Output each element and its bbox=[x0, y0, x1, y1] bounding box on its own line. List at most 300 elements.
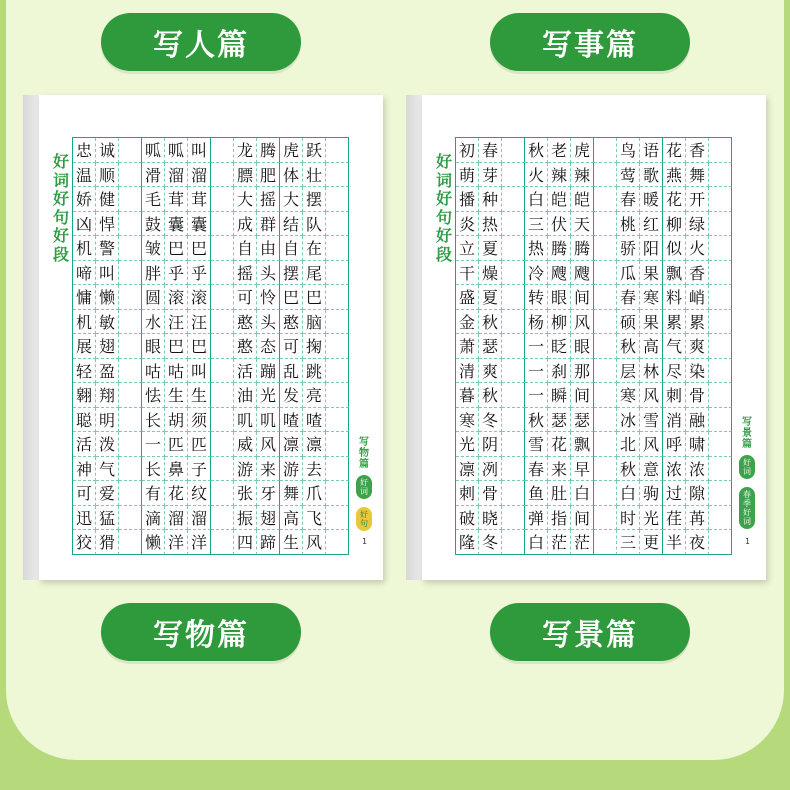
grid-cell bbox=[211, 530, 234, 555]
grid-cell: 鼓 bbox=[142, 212, 165, 237]
grid-cell: 萧 bbox=[456, 334, 479, 359]
grid-cell bbox=[326, 383, 349, 408]
grid-cell: 半 bbox=[663, 530, 686, 555]
grid-cell bbox=[211, 359, 234, 384]
grid-cell: 冷 bbox=[525, 261, 548, 286]
grid-cell bbox=[326, 212, 349, 237]
grid-cell: 盛 bbox=[456, 285, 479, 310]
grid-cell: 三 bbox=[525, 212, 548, 237]
grid-cell: 光 bbox=[257, 383, 280, 408]
grid-cell bbox=[709, 163, 732, 188]
grid-cell: 白 bbox=[525, 530, 548, 555]
grid-cell: 果 bbox=[640, 261, 663, 286]
grid-cell: 一 bbox=[525, 359, 548, 384]
grid-cell: 盈 bbox=[96, 359, 119, 384]
grid-cell: 似 bbox=[663, 236, 686, 261]
grid-cell bbox=[709, 310, 732, 335]
grid-cell: 舞 bbox=[280, 481, 303, 506]
grid-cell: 聪 bbox=[73, 408, 96, 433]
grid-cell: 狡 bbox=[73, 530, 96, 555]
grid-cell: 游 bbox=[234, 457, 257, 482]
grid-cell bbox=[594, 163, 617, 188]
grid-cell: 猛 bbox=[96, 506, 119, 531]
grid-cell: 雪 bbox=[640, 408, 663, 433]
grid-cell: 荏 bbox=[663, 506, 686, 531]
grid-cell bbox=[594, 310, 617, 335]
grid-cell: 皑 bbox=[548, 187, 571, 212]
section-label bbox=[355, 437, 373, 470]
grid-cell: 虎 bbox=[571, 138, 594, 163]
grid-cell: 四 bbox=[234, 530, 257, 555]
grid-cell: 匹 bbox=[188, 432, 211, 457]
grid-cell: 可 bbox=[234, 285, 257, 310]
grid-cell: 跃 bbox=[303, 138, 326, 163]
grid-cell: 风 bbox=[640, 432, 663, 457]
grid-cell: 晓 bbox=[479, 506, 502, 531]
grid-cell: 啸 bbox=[686, 432, 709, 457]
grid-cell: 春 bbox=[617, 187, 640, 212]
grid-cell bbox=[211, 261, 234, 286]
sub-label-char: 句 bbox=[360, 519, 368, 528]
grid-cell bbox=[709, 530, 732, 555]
grid-cell: 浓 bbox=[686, 457, 709, 482]
grid-cell: 长 bbox=[142, 457, 165, 482]
grid-cell: 热 bbox=[479, 212, 502, 237]
grid-cell: 眼 bbox=[142, 334, 165, 359]
grid-cell: 果 bbox=[640, 310, 663, 335]
grid-cell: 飘 bbox=[663, 261, 686, 286]
sub-label-char: 词 bbox=[743, 467, 751, 476]
grid-cell: 胖 bbox=[142, 261, 165, 286]
grid-cell bbox=[119, 310, 142, 335]
grid-cell: 巴 bbox=[188, 334, 211, 359]
grid-cell: 白 bbox=[525, 187, 548, 212]
grid-cell: 光 bbox=[456, 432, 479, 457]
grid-cell: 机 bbox=[73, 236, 96, 261]
grid-cell: 驹 bbox=[640, 481, 663, 506]
grid-cell: 猾 bbox=[96, 530, 119, 555]
grid-cell: 憨 bbox=[234, 310, 257, 335]
grid-cell: 间 bbox=[571, 285, 594, 310]
grid-cell: 尽 bbox=[663, 359, 686, 384]
grid-cell bbox=[502, 408, 525, 433]
grid-cell bbox=[594, 481, 617, 506]
grid-cell: 摇 bbox=[257, 187, 280, 212]
grid-cell: 毛 bbox=[142, 187, 165, 212]
grid-cell: 阳 bbox=[640, 236, 663, 261]
grid-cell bbox=[594, 408, 617, 433]
grid-cell: 体 bbox=[280, 163, 303, 188]
grid-cell: 巴 bbox=[188, 236, 211, 261]
grid-cell: 飕 bbox=[548, 261, 571, 286]
grid-cell bbox=[119, 408, 142, 433]
grid-cell: 巴 bbox=[165, 334, 188, 359]
grid-cell bbox=[326, 187, 349, 212]
grid-cell: 汪 bbox=[165, 310, 188, 335]
grid-cell: 匹 bbox=[165, 432, 188, 457]
grid-cell: 白 bbox=[571, 481, 594, 506]
grid-cell: 娇 bbox=[73, 187, 96, 212]
grid-cell: 香 bbox=[686, 138, 709, 163]
grid-cell bbox=[119, 187, 142, 212]
grid-cell bbox=[502, 187, 525, 212]
grid-cell: 浓 bbox=[663, 457, 686, 482]
grid-cell: 队 bbox=[303, 212, 326, 237]
category-button-objects[interactable]: 写物篇 bbox=[101, 603, 301, 661]
grid-cell: 叫 bbox=[96, 261, 119, 286]
grid-cell: 茸 bbox=[188, 187, 211, 212]
grid-cell: 峭 bbox=[686, 285, 709, 310]
grid-cell: 光 bbox=[640, 506, 663, 531]
grid-cell: 硕 bbox=[617, 310, 640, 335]
grid-cell: 初 bbox=[456, 138, 479, 163]
grid-cell: 尾 bbox=[303, 261, 326, 286]
grid-cell: 秋 bbox=[525, 138, 548, 163]
side-title-char: 句 bbox=[435, 207, 452, 227]
grid-cell bbox=[326, 481, 349, 506]
grid-cell: 破 bbox=[456, 506, 479, 531]
grid-cell: 腾 bbox=[548, 236, 571, 261]
grid-cell: 舞 bbox=[686, 163, 709, 188]
grid-cell: 金 bbox=[456, 310, 479, 335]
grid-cell: 生 bbox=[280, 530, 303, 555]
grid-cell: 去 bbox=[303, 457, 326, 482]
grid-cell: 须 bbox=[188, 408, 211, 433]
grid-cell: 意 bbox=[640, 457, 663, 482]
side-title-char: 词 bbox=[435, 170, 452, 190]
grid-cell: 语 bbox=[640, 138, 663, 163]
grid-cell: 洋 bbox=[188, 530, 211, 555]
grid-cell: 染 bbox=[686, 359, 709, 384]
grid-cell: 喳 bbox=[303, 408, 326, 433]
grid-cell bbox=[502, 138, 525, 163]
grid-cell bbox=[709, 432, 732, 457]
grid-cell: 骄 bbox=[617, 236, 640, 261]
grid-cell: 溜 bbox=[165, 163, 188, 188]
grid-cell: 子 bbox=[188, 457, 211, 482]
grid-cell: 那 bbox=[571, 359, 594, 384]
grid-cell: 间 bbox=[571, 383, 594, 408]
grid-cell: 轻 bbox=[73, 359, 96, 384]
grid-cell: 翅 bbox=[257, 506, 280, 531]
grid-cell bbox=[594, 506, 617, 531]
grid-cell: 春 bbox=[617, 285, 640, 310]
grid-cell: 杨 bbox=[525, 310, 548, 335]
grid-cell bbox=[326, 163, 349, 188]
grid-cell: 跳 bbox=[303, 359, 326, 384]
grid-cell: 时 bbox=[617, 506, 640, 531]
grid-cell: 一 bbox=[525, 383, 548, 408]
grid-cell: 溜 bbox=[165, 506, 188, 531]
grid-cell: 发 bbox=[280, 383, 303, 408]
grid-cell: 阴 bbox=[479, 432, 502, 457]
grid-cell: 眨 bbox=[548, 334, 571, 359]
grid-cell bbox=[594, 432, 617, 457]
grid-cell: 生 bbox=[188, 383, 211, 408]
sub-label-char: 春 bbox=[743, 490, 751, 499]
sub-label-badge bbox=[739, 455, 755, 479]
grid-cell: 秋 bbox=[617, 334, 640, 359]
grid-cell bbox=[709, 236, 732, 261]
grid-cell: 秋 bbox=[525, 408, 548, 433]
grid-cell: 咕 bbox=[142, 359, 165, 384]
grid-cell: 莺 bbox=[617, 163, 640, 188]
grid-cell: 呼 bbox=[663, 432, 686, 457]
sub-label-char: 好 bbox=[743, 508, 751, 517]
grid-cell: 群 bbox=[257, 212, 280, 237]
grid-cell: 呱 bbox=[165, 138, 188, 163]
grid-cell: 隆 bbox=[456, 530, 479, 555]
grid-cell: 悍 bbox=[96, 212, 119, 237]
grid-cell bbox=[502, 310, 525, 335]
grid-cell: 油 bbox=[234, 383, 257, 408]
grid-cell bbox=[211, 163, 234, 188]
grid-cell: 气 bbox=[96, 457, 119, 482]
grid-cell: 虎 bbox=[280, 138, 303, 163]
grid-cell: 囊 bbox=[188, 212, 211, 237]
grid-cell: 辣 bbox=[571, 163, 594, 188]
book-page bbox=[422, 95, 766, 580]
grid-cell: 伏 bbox=[548, 212, 571, 237]
sub-label-badge bbox=[356, 507, 372, 531]
grid-cell: 牙 bbox=[257, 481, 280, 506]
grid-cell: 怯 bbox=[142, 383, 165, 408]
grid-cell: 滑 bbox=[142, 163, 165, 188]
grid-cell: 高 bbox=[280, 506, 303, 531]
grid-cell bbox=[119, 163, 142, 188]
grid-cell: 冬 bbox=[479, 408, 502, 433]
grid-cell: 头 bbox=[257, 310, 280, 335]
grid-cell: 蹄 bbox=[257, 530, 280, 555]
grid-cell bbox=[594, 138, 617, 163]
grid-cell: 三 bbox=[617, 530, 640, 555]
grid-cell bbox=[326, 285, 349, 310]
grid-cell: 在 bbox=[303, 236, 326, 261]
grid-cell: 纹 bbox=[188, 481, 211, 506]
grid-cell: 摇 bbox=[234, 261, 257, 286]
grid-cell bbox=[594, 383, 617, 408]
grid-cell bbox=[211, 236, 234, 261]
grid-cell: 辣 bbox=[548, 163, 571, 188]
grid-cell bbox=[502, 163, 525, 188]
grid-cell: 自 bbox=[234, 236, 257, 261]
grid-cell: 转 bbox=[525, 285, 548, 310]
side-title-char: 好 bbox=[52, 189, 69, 208]
grid-cell bbox=[211, 285, 234, 310]
grid-cell: 茫 bbox=[571, 530, 594, 555]
grid-cell: 神 bbox=[73, 457, 96, 482]
grid-cell: 大 bbox=[234, 187, 257, 212]
page-number: 1 bbox=[362, 537, 368, 546]
grid-cell: 秋 bbox=[479, 310, 502, 335]
grid-cell: 老 bbox=[548, 138, 571, 163]
grid-cell: 温 bbox=[73, 163, 96, 188]
grid-cell: 清 bbox=[456, 359, 479, 384]
grid-cell: 累 bbox=[686, 310, 709, 335]
grid-cell: 过 bbox=[663, 481, 686, 506]
category-button-events[interactable]: 写事篇 bbox=[490, 13, 690, 71]
grid-cell: 摆 bbox=[303, 187, 326, 212]
grid-cell bbox=[119, 481, 142, 506]
grid-cell: 凛 bbox=[303, 432, 326, 457]
grid-cell: 活 bbox=[73, 432, 96, 457]
grid-cell: 洋 bbox=[165, 530, 188, 555]
grid-cell: 冽 bbox=[479, 457, 502, 482]
grid-cell: 懒 bbox=[96, 285, 119, 310]
grid-cell: 立 bbox=[456, 236, 479, 261]
grid-cell: 柳 bbox=[663, 212, 686, 237]
grid-cell: 眼 bbox=[571, 334, 594, 359]
grid-cell bbox=[594, 187, 617, 212]
grid-cell: 骨 bbox=[686, 383, 709, 408]
grid-cell bbox=[211, 457, 234, 482]
grid-cell: 高 bbox=[640, 334, 663, 359]
grid-cell bbox=[119, 383, 142, 408]
grid-cell: 暮 bbox=[456, 383, 479, 408]
grid-cell: 由 bbox=[257, 236, 280, 261]
grid-cell: 绿 bbox=[686, 212, 709, 237]
grid-cell bbox=[119, 261, 142, 286]
grid-cell: 爪 bbox=[303, 481, 326, 506]
grid-cell: 滴 bbox=[142, 506, 165, 531]
grid-cell bbox=[502, 261, 525, 286]
sub-label-char: 词 bbox=[743, 517, 751, 526]
side-title-char: 好 bbox=[435, 189, 452, 208]
grid-cell: 燕 bbox=[663, 163, 686, 188]
grid-cell: 忠 bbox=[73, 138, 96, 163]
grid-cell bbox=[502, 383, 525, 408]
grid-cell bbox=[326, 506, 349, 531]
grid-cell bbox=[502, 530, 525, 555]
grid-cell: 结 bbox=[280, 212, 303, 237]
grid-cell: 乎 bbox=[188, 261, 211, 286]
sub-label-char: 好 bbox=[743, 458, 751, 467]
side-title-char: 好 bbox=[52, 226, 69, 245]
grid-cell: 顺 bbox=[96, 163, 119, 188]
grid-cell bbox=[211, 481, 234, 506]
grid-cell: 翅 bbox=[96, 334, 119, 359]
section-label-char: 物 bbox=[359, 448, 369, 459]
grid-cell: 林 bbox=[640, 359, 663, 384]
sub-label-char: 季 bbox=[743, 499, 751, 508]
grid-cell: 气 bbox=[663, 334, 686, 359]
grid-cell: 翱 bbox=[73, 383, 96, 408]
grid-cell: 秋 bbox=[479, 383, 502, 408]
grid-cell: 炎 bbox=[456, 212, 479, 237]
category-button-people[interactable]: 写人篇 bbox=[101, 13, 301, 71]
section-label-char: 篇 bbox=[359, 459, 369, 470]
section-label-char: 景 bbox=[742, 428, 752, 439]
grid-cell: 凶 bbox=[73, 212, 96, 237]
grid-cell: 泼 bbox=[96, 432, 119, 457]
grid-cell bbox=[211, 310, 234, 335]
grid-cell: 叽 bbox=[234, 408, 257, 433]
grid-cell: 凛 bbox=[280, 432, 303, 457]
grid-cell bbox=[594, 285, 617, 310]
category-button-scenery[interactable]: 写景篇 bbox=[490, 603, 690, 661]
left-book bbox=[23, 95, 383, 580]
grid-cell: 爽 bbox=[686, 334, 709, 359]
grid-cell: 萌 bbox=[456, 163, 479, 188]
grid-cell: 天 bbox=[571, 212, 594, 237]
grid-cell: 汪 bbox=[188, 310, 211, 335]
grid-cell: 茫 bbox=[548, 530, 571, 555]
grid-cell: 夏 bbox=[479, 236, 502, 261]
grid-cell bbox=[594, 334, 617, 359]
grid-cell: 花 bbox=[548, 432, 571, 457]
grid-cell: 暖 bbox=[640, 187, 663, 212]
grid-cell bbox=[502, 359, 525, 384]
grid-cell bbox=[709, 506, 732, 531]
grid-cell bbox=[326, 334, 349, 359]
grid-cell: 花 bbox=[165, 481, 188, 506]
grid-cell bbox=[502, 334, 525, 359]
grid-cell: 燥 bbox=[479, 261, 502, 286]
grid-cell: 料 bbox=[663, 285, 686, 310]
grid-cell bbox=[119, 359, 142, 384]
grid-cell bbox=[326, 138, 349, 163]
grid-cell: 游 bbox=[280, 457, 303, 482]
grid-cell bbox=[119, 334, 142, 359]
side-title-char: 句 bbox=[52, 207, 69, 227]
grid-cell bbox=[502, 285, 525, 310]
grid-cell: 乱 bbox=[280, 359, 303, 384]
grid-cell: 懒 bbox=[142, 530, 165, 555]
grid-cell: 火 bbox=[525, 163, 548, 188]
grid-cell bbox=[211, 408, 234, 433]
page-number: 1 bbox=[745, 537, 751, 546]
grid-cell: 弹 bbox=[525, 506, 548, 531]
grid-cell: 圆 bbox=[142, 285, 165, 310]
grid-cell bbox=[709, 457, 732, 482]
grid-cell: 瑟 bbox=[548, 408, 571, 433]
grid-cell: 鸟 bbox=[617, 138, 640, 163]
grid-cell: 消 bbox=[663, 408, 686, 433]
grid-cell: 瞬 bbox=[548, 383, 571, 408]
grid-cell bbox=[709, 212, 732, 237]
grid-cell: 警 bbox=[96, 236, 119, 261]
grid-cell: 间 bbox=[571, 506, 594, 531]
grid-cell: 掬 bbox=[303, 334, 326, 359]
grid-cell bbox=[502, 481, 525, 506]
grid-cell: 眼 bbox=[548, 285, 571, 310]
grid-cell: 夏 bbox=[479, 285, 502, 310]
grid-cell: 长 bbox=[142, 408, 165, 433]
grid-cell: 健 bbox=[96, 187, 119, 212]
grid-cell bbox=[119, 506, 142, 531]
grid-cell: 北 bbox=[617, 432, 640, 457]
grid-cell bbox=[502, 506, 525, 531]
side-title-char: 段 bbox=[435, 244, 452, 264]
grid-cell bbox=[119, 138, 142, 163]
grid-cell: 蹦 bbox=[257, 359, 280, 384]
grid-cell: 融 bbox=[686, 408, 709, 433]
grid-cell: 可 bbox=[73, 481, 96, 506]
grid-cell bbox=[502, 432, 525, 457]
grid-cell: 摆 bbox=[280, 261, 303, 286]
grid-cell bbox=[709, 359, 732, 384]
grid-cell: 威 bbox=[234, 432, 257, 457]
grid-cell: 早 bbox=[571, 457, 594, 482]
grid-cell: 风 bbox=[303, 530, 326, 555]
grid-cell bbox=[502, 212, 525, 237]
grid-cell: 腾 bbox=[257, 138, 280, 163]
grid-cell bbox=[709, 138, 732, 163]
grid-cell: 雪 bbox=[525, 432, 548, 457]
sub-label-char: 好 bbox=[360, 510, 368, 519]
side-title-char: 好 bbox=[435, 226, 452, 245]
grid-cell: 累 bbox=[663, 310, 686, 335]
